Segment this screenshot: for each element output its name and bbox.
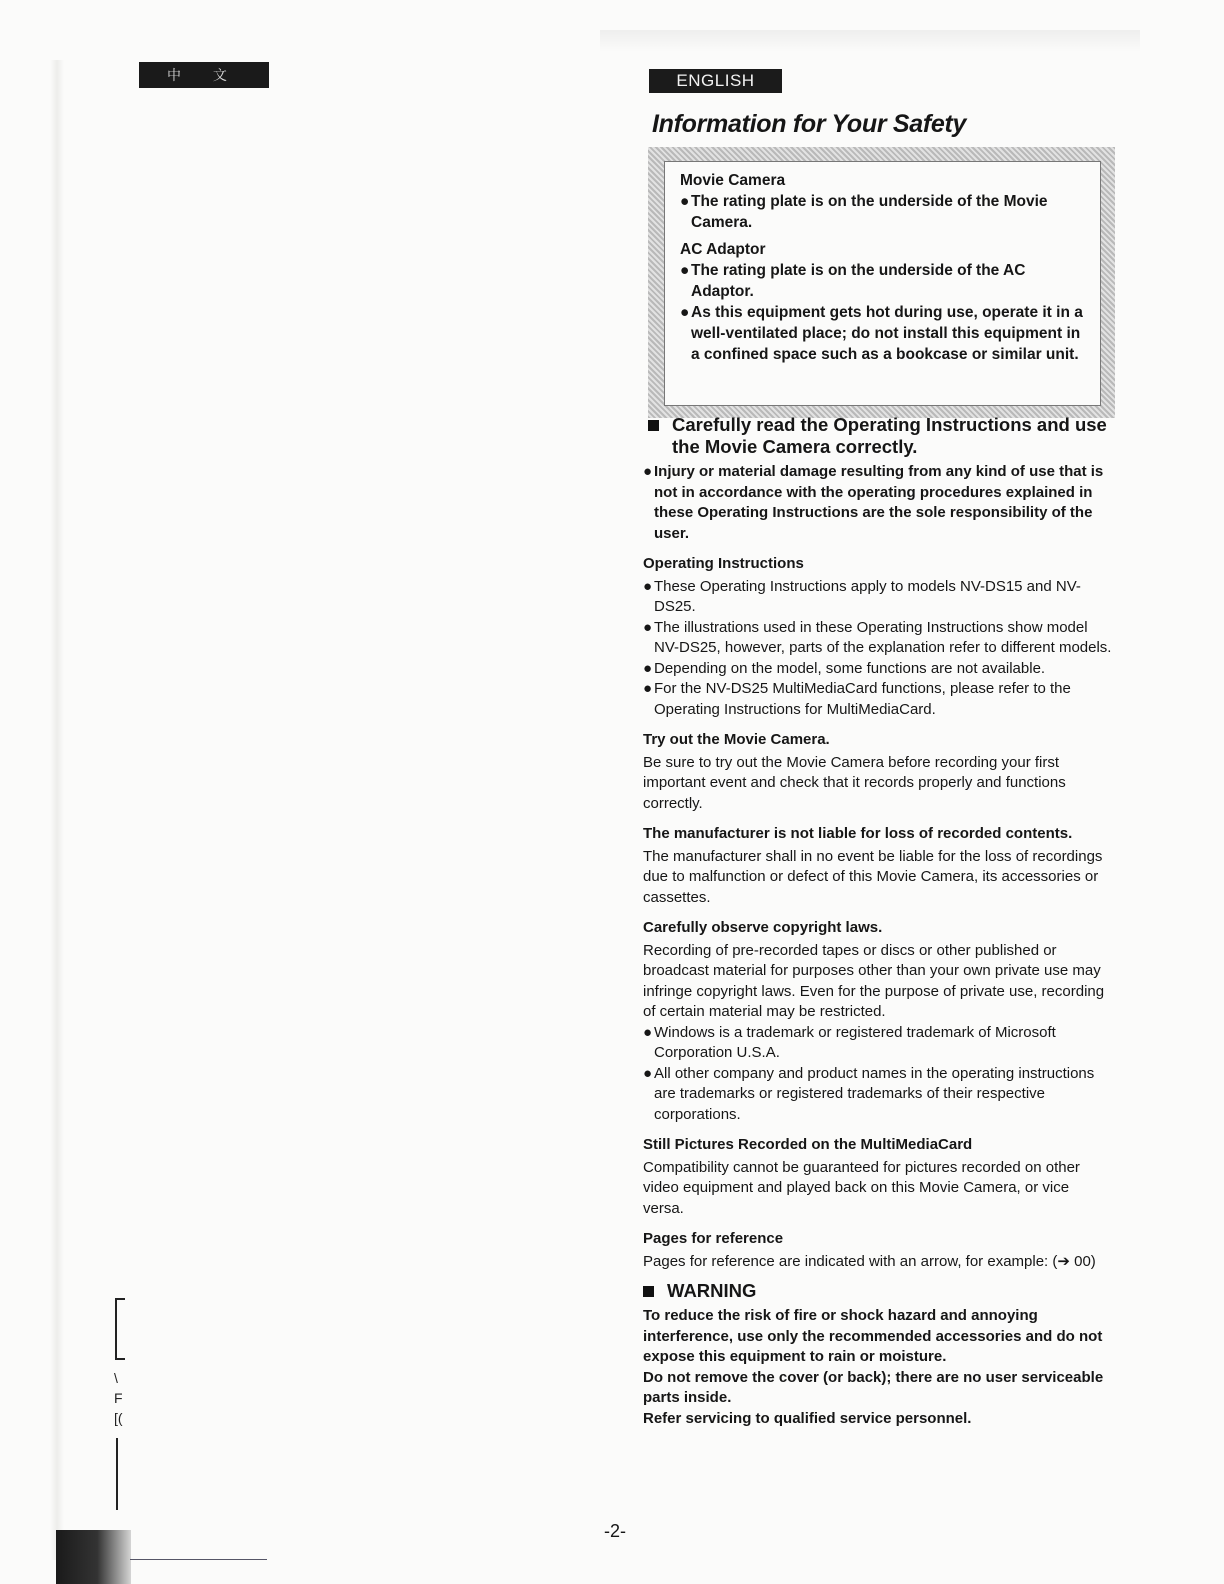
main-content bbox=[643, 414, 1113, 1429]
movie-camera-heading: Movie Camera bbox=[680, 172, 786, 189]
operating-bullet-text: The illustrations used in these Operating Instructions show model NV-DS25, however, parts of the explanation refer to different models. bbox=[654, 618, 1112, 656]
margin-bracket bbox=[115, 1298, 125, 1360]
warning-text: Do not remove the cover (or back); there are no user serviceable parts inside. bbox=[643, 1368, 1104, 1406]
operating-bullet bbox=[643, 659, 1113, 680]
warning-text: Refer servicing to qualified service personnel. bbox=[643, 1409, 972, 1427]
safety-info-box bbox=[648, 147, 1115, 418]
page-top-shadow bbox=[600, 30, 1140, 52]
bullet-dot-icon: ● bbox=[643, 659, 653, 677]
margin-glyph: F bbox=[114, 1390, 123, 1406]
square-bullet-icon bbox=[648, 420, 659, 431]
bullet-dot-icon: ● bbox=[643, 1023, 653, 1041]
still-pictures-heading: Still Pictures Recorded on the MultiMediaCard bbox=[643, 1136, 973, 1153]
ac-adaptor-bullet-text: The rating plate is on the underside of the AC Adaptor. bbox=[691, 262, 1026, 300]
try-out-text: Be sure to try out the Movie Camera before recording your first important event and check that it records properly and functions correctly. bbox=[643, 753, 1066, 812]
scan-corner-shadow bbox=[56, 1530, 131, 1584]
operating-instructions-heading: Operating Instructions bbox=[643, 555, 804, 572]
safety-info-inner bbox=[664, 161, 1101, 406]
square-bullet-icon bbox=[643, 1286, 654, 1297]
english-language-tab: ENGLISH bbox=[649, 69, 782, 93]
ac-adaptor-bullet bbox=[680, 260, 1088, 302]
bullet-dot-icon: ● bbox=[643, 577, 653, 595]
pages-reference-text: Pages for reference are indicated with an arrow, for example: (➔ 00) bbox=[643, 1252, 1096, 1270]
liability-heading: The manufacturer is not liable for loss of recorded contents. bbox=[643, 825, 1073, 842]
read-instructions-bullet bbox=[643, 462, 1113, 544]
warning-text: To reduce the risk of fire or shock hazard and annoying interference, use only the recommended accessories and do not expose this equipment to rain or moisture. bbox=[643, 1307, 1103, 1365]
operating-bullet-text: Depending on the model, some functions are not available. bbox=[654, 659, 1046, 677]
pages-reference-heading: Pages for reference bbox=[643, 1230, 784, 1247]
bullet-dot-icon: ● bbox=[680, 262, 690, 279]
bullet-dot-icon: ● bbox=[680, 304, 690, 321]
operating-bullet-text: For the NV-DS25 MultiMediaCard functions, please refer to the Operating Instructions for MultiMediaCard. bbox=[654, 680, 1071, 718]
ac-adaptor-bullet-text: As this equipment gets hot during use, operate it in a well-ventilated place; do not install this equipment in a confined space such as a bookcase or similar unit. bbox=[691, 304, 1083, 363]
margin-line bbox=[116, 1438, 118, 1510]
bullet-dot-icon: ● bbox=[680, 193, 690, 210]
copyright-heading: Carefully observe copyright laws. bbox=[643, 919, 883, 936]
page-number: -2- bbox=[604, 1521, 626, 1541]
warning-heading bbox=[643, 1280, 1113, 1302]
trademark-bullet bbox=[643, 1023, 1113, 1064]
read-instructions-bullet-text: Injury or material damage resulting from any kind of use that is not in accordance with the operating procedures explained in these Operating Instructions are the sole responsibility of the user. bbox=[654, 463, 1104, 542]
read-instructions-heading bbox=[648, 414, 1113, 458]
operating-bullet bbox=[643, 679, 1113, 720]
margin-glyph: \ bbox=[114, 1370, 118, 1386]
copyright-text: Recording of pre-recorded tapes or discs or other published or broadcast material for purposes other than your own private use may infringe copyright laws. Even for the purpose of private use, recording of certain material may be restricted. bbox=[643, 941, 1105, 1020]
trademark-bullet-text: Windows is a trademark or registered trademark of Microsoft Corporation U.S.A. bbox=[654, 1023, 1056, 1061]
movie-camera-bullet-text: The rating plate is on the underside of the Movie Camera. bbox=[691, 193, 1048, 231]
ac-adaptor-heading: AC Adaptor bbox=[680, 241, 766, 258]
trademark-bullet-text: All other company and product names in the operating instructions are trademarks or registered trademarks of their respective corporations. bbox=[654, 1064, 1095, 1123]
ac-adaptor-bullet bbox=[680, 302, 1088, 365]
bullet-dot-icon: ● bbox=[643, 1064, 653, 1082]
chinese-language-tab: 中 文 bbox=[139, 62, 269, 88]
page-title: Information for Your Safety bbox=[652, 110, 967, 138]
margin-glyph: [( bbox=[114, 1410, 123, 1426]
trademark-bullet bbox=[643, 1064, 1113, 1126]
bullet-dot-icon: ● bbox=[643, 463, 653, 480]
liability-text: The manufacturer shall in no event be liable for the loss of recordings due to malfunction or defect of this Movie Camera, its accessories or cassettes. bbox=[643, 847, 1103, 906]
read-instructions-heading-text: Carefully read the Operating Instructions and use the Movie Camera correctly. bbox=[672, 414, 1107, 457]
operating-bullet bbox=[643, 618, 1113, 659]
operating-bullet-text: These Operating Instructions apply to models NV-DS15 and NV-DS25. bbox=[654, 577, 1081, 615]
movie-camera-bullet bbox=[680, 191, 1088, 233]
operating-bullet bbox=[643, 577, 1113, 618]
try-out-heading: Try out the Movie Camera. bbox=[643, 731, 830, 748]
warning-heading-text: WARNING bbox=[667, 1280, 757, 1301]
page-edge-shadow bbox=[50, 60, 64, 1560]
scan-corner-line bbox=[130, 1559, 267, 1560]
still-pictures-text: Compatibility cannot be guaranteed for pictures recorded on other video equipment and played back on this Movie Camera, or vice versa. bbox=[643, 1158, 1080, 1217]
bullet-dot-icon: ● bbox=[643, 680, 653, 697]
bullet-dot-icon: ● bbox=[643, 618, 653, 636]
